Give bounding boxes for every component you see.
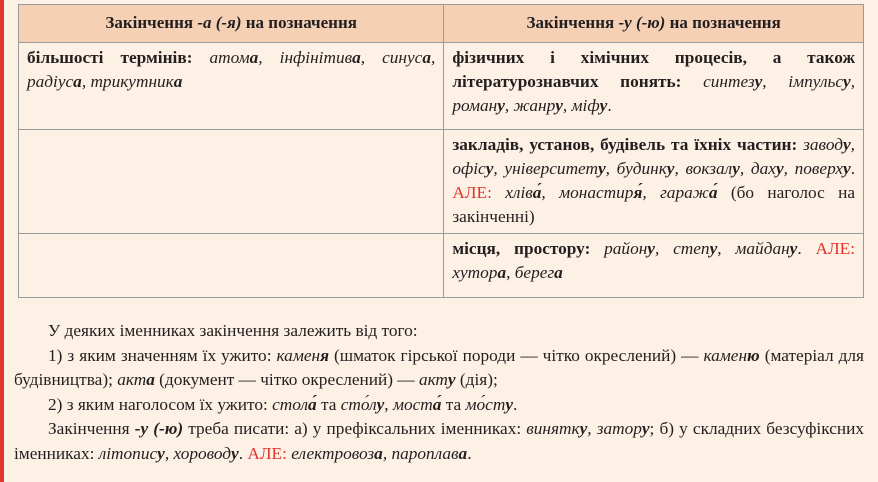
row2-left-cell bbox=[19, 130, 444, 234]
header-left: Закінчення -а (-я) на позначення bbox=[19, 5, 444, 43]
table-header-row bbox=[19, 5, 864, 43]
header-right: Закінчення -у (-ю) на позначення bbox=[444, 5, 864, 43]
but-label: АЛЕ: bbox=[452, 183, 492, 202]
paragraph-u-ending: Закінчення -у (-ю) треба писати: а) у префіксальних іменниках: винятку, затору; б) у складних безсуфіксних іменниках: літопису, хороводу. АЛЕ: електровоза, пароплава. bbox=[14, 419, 865, 463]
paragraph-stress: 2) з яким наголосом їх ужито: стола́ та сто́лу, моста́ та мо́сту. bbox=[48, 394, 518, 414]
row1-right-cell: фізичних і хімічних процесів, а також літературознавчих понять: синтезу, імпульсу, роману, жанру, міфу. bbox=[444, 43, 864, 130]
row2-right-cell: закладів, установ, будівель та їхніх частин: заводу, офісу, університету, будинку, вокзалу, даху, поверху. АЛЕ: хліва́, монастиря́, гаража́ (бо наголос на закінченні) bbox=[444, 130, 864, 234]
row1-left-cell: більшості термінів: атома, інфінітива, синуса, радіуса, трикутника bbox=[19, 43, 444, 130]
page-edge-bar bbox=[0, 0, 4, 482]
but-label: АЛЕ: bbox=[815, 239, 856, 258]
row3-right-cell: місця, простору: району, степу, майдану. АЛЕ: хутора, берега bbox=[444, 234, 864, 298]
row3-left-cell bbox=[19, 234, 444, 298]
table-row bbox=[19, 43, 864, 130]
table-row bbox=[19, 234, 864, 298]
paragraph-intro: У деяких іменниках закінчення залежить від того: bbox=[48, 321, 418, 340]
endings-table bbox=[18, 4, 864, 298]
paragraph-meaning: 1) з яким значенням їх ужито: каменя (шматок гірської породи — чітко окреслений) — каменю (матеріал для будівництва); акта (документ — чітко окреслений) — акту (дія); bbox=[14, 345, 864, 389]
table-row bbox=[19, 130, 864, 234]
but-label: АЛЕ: bbox=[247, 443, 287, 463]
rule-text bbox=[14, 319, 864, 466]
